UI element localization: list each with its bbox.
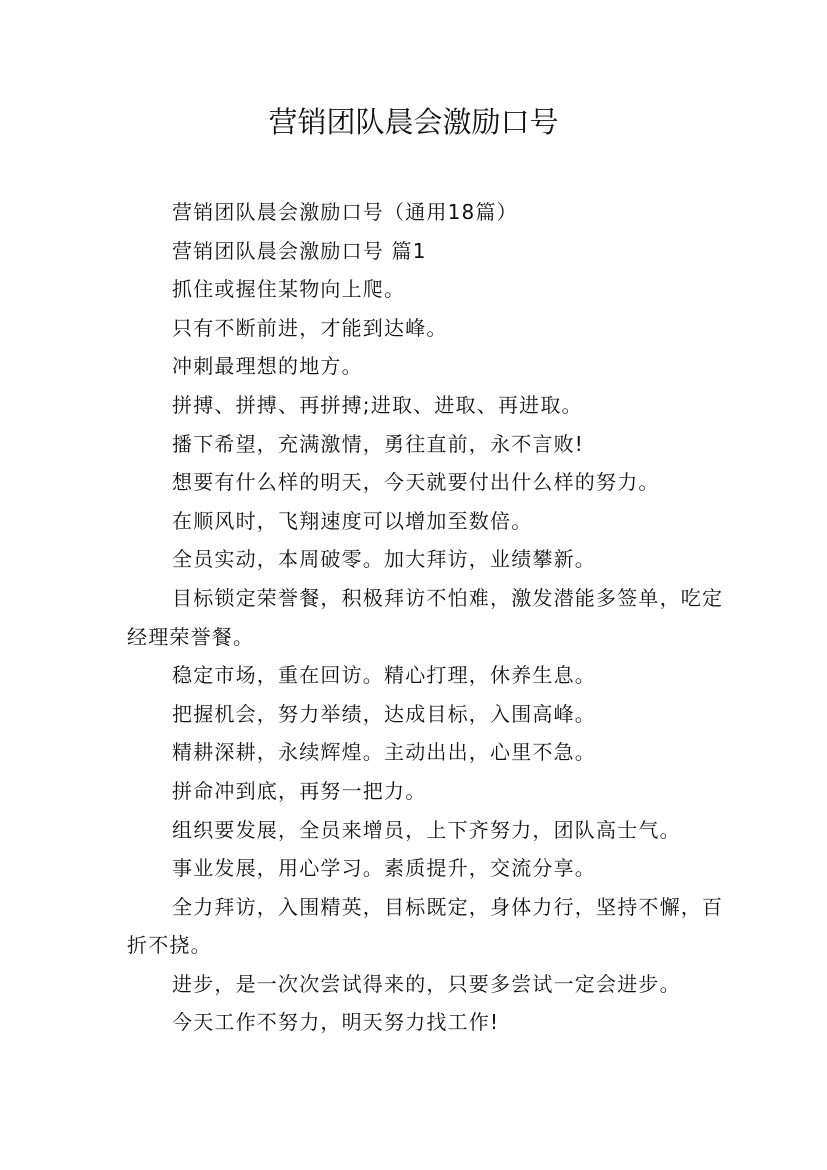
paragraph: 抓住或握住某物向上爬。 xyxy=(172,277,406,302)
paragraph: 今天工作不努力，明天努力找工作! xyxy=(172,1010,500,1035)
paragraph: 冲刺最理想的地方。 xyxy=(172,354,363,379)
paragraph: 精耕深耕，永续辉煌。主动出出，心里不急。 xyxy=(172,740,596,765)
paragraph: 拼搏、拼搏、再拼搏;进取、进取、再进取。 xyxy=(172,392,583,417)
paragraph: 营销团队晨会激励口号（通用18篇） xyxy=(172,200,518,224)
paragraph: 营销团队晨会激励口号 篇1 xyxy=(172,238,427,263)
paragraph: 把握机会，努力举绩，达成目标，入围高峰。 xyxy=(172,701,596,726)
paragraph: 播下希望，充满激情，勇往直前，永不言败! xyxy=(172,431,585,456)
paragraph: 组织要发展，全员来增员，上下齐努力，团队高士气。 xyxy=(172,817,681,842)
paragraph: 全力拜访，入围精英，目标既定，身体力行，坚持不懈，百折不挠。 xyxy=(127,894,724,958)
paragraph: 全员实动，本周破零。加大拜访，业绩攀新。 xyxy=(172,547,596,572)
paragraph: 目标锁定荣誉餐，积极拜访不怕难，激发潜能多签单，吃定经理荣誉餐。 xyxy=(127,585,724,649)
paragraph: 拼命冲到底，再努一把力。 xyxy=(172,778,427,803)
document-body xyxy=(127,193,727,1042)
paragraph: 稳定市场，重在回访。精心打理，休养生息。 xyxy=(172,663,596,688)
paragraph: 只有不断前进，才能到达峰。 xyxy=(172,315,448,340)
paragraph: 想要有什么样的明天，今天就要付出什么样的努力。 xyxy=(172,470,660,495)
document-title: 营销团队晨会激励口号 xyxy=(268,105,559,139)
paragraph: 事业发展，用心学习。素质提升，交流分享。 xyxy=(172,856,596,881)
paragraph: 进步，是一次次尝试得来的，只要多尝试一定会进步。 xyxy=(172,971,681,996)
paragraph: 在顺风时，飞翔速度可以增加至数倍。 xyxy=(172,508,533,533)
